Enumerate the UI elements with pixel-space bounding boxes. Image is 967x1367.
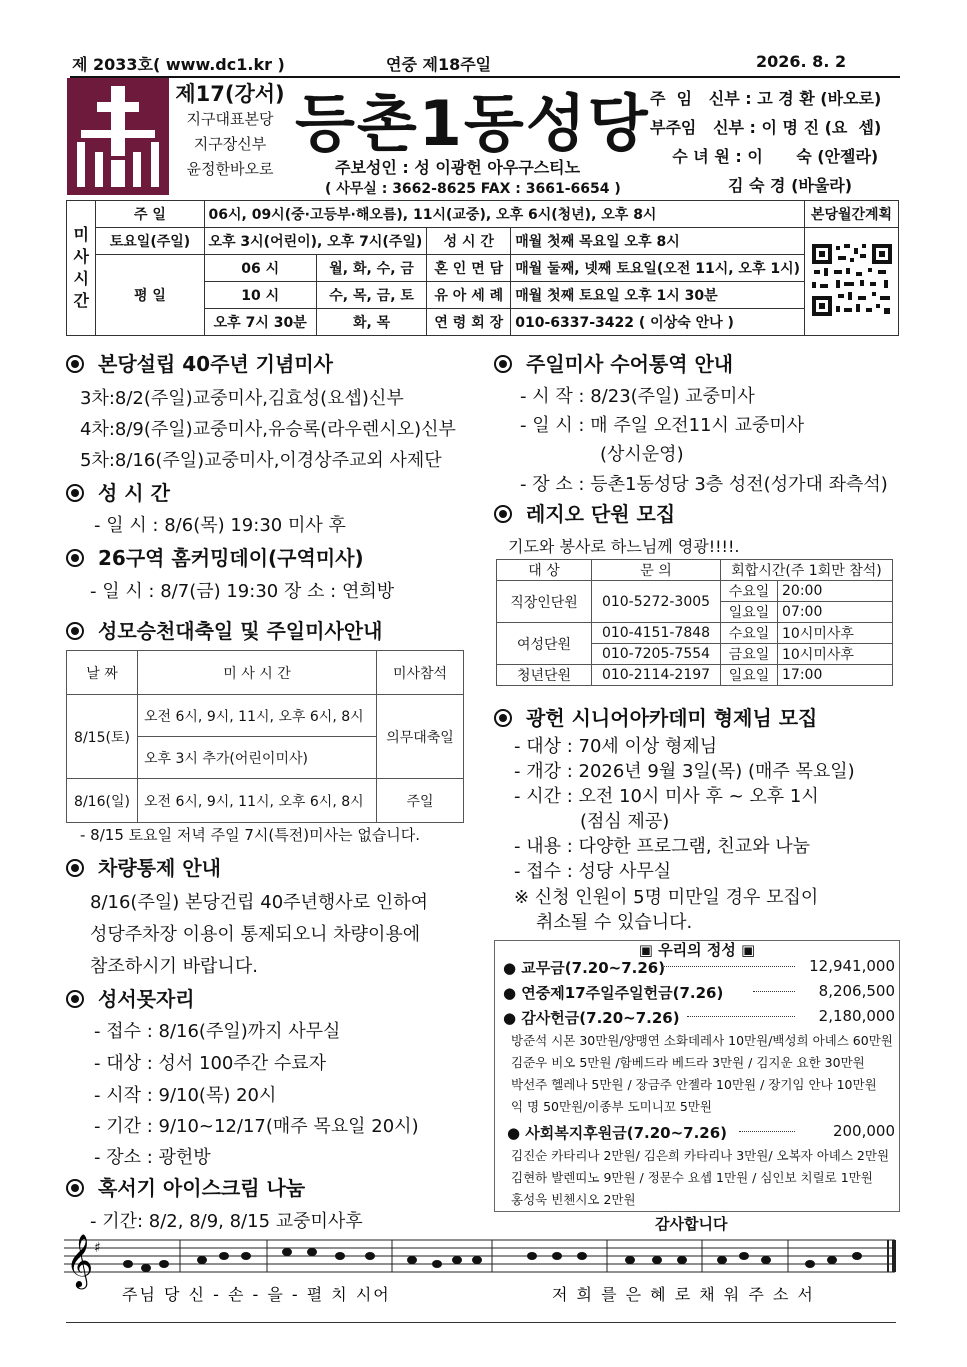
elder-contact: 010-6337-3422 ( 이상숙 안나 ) — [511, 309, 805, 336]
section-sign-language: 주일미사 수어통역 안내 — [494, 348, 733, 377]
parish-title: 등촌1동성당 — [295, 87, 650, 160]
legio-intro: 기도와 봉사로 하느님께 영광!!!!. — [508, 537, 740, 556]
bottom-divider — [66, 1322, 896, 1323]
legio-g2-phone2: 010-7205-7554 — [592, 644, 721, 665]
music-staff — [62, 1232, 897, 1312]
sign-line-2: - 일 시 : 매 주일 오전11시 교중미사 — [520, 415, 805, 436]
homecoming-line: - 일 시 : 8/7(금) 19:30 장 소 : 연희방 — [90, 581, 395, 602]
marriage-time: 매월 둘째, 넷째 토요일(오전 11시, 오후 1시) — [511, 255, 805, 282]
mass-schedule-table — [66, 200, 899, 336]
offering-row-4: ● 사회복지후원금(7.20~7.26) 200,000 — [507, 1122, 895, 1142]
section-holy-hour: 성 시 간 — [66, 477, 170, 506]
monthly-plan-label: 본당월간계획 — [805, 201, 899, 228]
bullet-icon — [494, 355, 512, 373]
church-logo — [67, 78, 169, 195]
bullet-icon — [66, 859, 84, 877]
clergy-pastor: 주 임 신부 : 고 경 환 (바오로) — [650, 89, 882, 108]
section-bible-study: 성서못자리 — [66, 983, 195, 1012]
legio-col-contact: 문 의 — [592, 560, 721, 581]
leader-dots — [687, 1016, 795, 1017]
offering-note-3: 박선주 헬레나 5만원 / 장금주 안젤라 10만원 / 장기임 안나 10만원 — [511, 1077, 877, 1092]
section-parking: 차량통제 안내 — [66, 852, 221, 881]
row2-date: 8/16(일) — [67, 779, 138, 823]
anniversary-line-3: 5차:8/16(주일)교중미사,이경상주교외 사제단 — [80, 450, 442, 471]
thanks-label: 감사합니다 — [655, 1215, 728, 1233]
senior-line-7: ※ 신청 인원이 5명 미만일 경우 모집이 — [514, 887, 819, 908]
offering-note-6: 김현하 발렌띠노 9만원 / 정문수 요셉 1만원 / 심인보 치릴로 1만원 — [511, 1170, 873, 1185]
legio-g3-time: 17:00 — [778, 665, 893, 686]
bullet-icon — [66, 1179, 84, 1197]
legio-g2-day2: 금요일 — [721, 644, 778, 665]
bullet-icon — [66, 549, 84, 567]
bible-line-4: - 기간 : 9/10~12/17(매주 목요일 20시) — [94, 1116, 419, 1137]
section-senior-academy: 광헌 시니어아카데미 형제님 모집 — [494, 702, 817, 731]
infant-baptism-label: 유 아 세 례 — [427, 282, 511, 309]
lyrics-first: 주님 당 신 - 손 - 을 - 펼 치 시어 — [122, 1285, 391, 1304]
bible-line-2: - 대상 : 성서 100주간 수료자 — [94, 1053, 327, 1074]
bible-line-1: - 접수 : 8/16(주일)까지 사무실 — [94, 1021, 341, 1042]
legio-g3-day: 일요일 — [721, 665, 778, 686]
parking-line-1: 8/16(주일) 본당건립 40주년행사로 인하여 — [90, 892, 428, 913]
col-attendance: 미사참석 — [377, 651, 464, 695]
row2-times: 오전 6시, 9시, 11시, 오후 6시, 8시 — [138, 779, 377, 823]
treble-clef-icon: 𝄞 — [66, 1233, 94, 1287]
legio-g1-day1: 수요일 — [721, 581, 778, 602]
saturday-label: 토요일(주일) — [96, 228, 204, 255]
sunday-label: 주 일 — [96, 201, 204, 228]
legio-col-group: 대 상 — [497, 560, 592, 581]
offering-note-7: 홍성욱 빈첸시오 2만원 — [511, 1192, 636, 1207]
district-info — [175, 82, 285, 182]
senior-line-1: - 대상 : 70세 이상 형제님 — [514, 736, 718, 757]
legio-g1-phone: 010-5272-3005 — [592, 581, 721, 623]
saturday-times: 오후 3시(어린이), 오후 7시(주일) — [204, 228, 427, 255]
section-assumption: 성모승천대축일 및 주일미사안내 — [66, 615, 382, 644]
assumption-note: - 8/15 토요일 저녁 주일 7시(특전)미사는 없습니다. — [80, 826, 421, 844]
offering-box — [494, 940, 900, 1212]
senior-line-5: - 내용 : 다양한 프로그램, 친교와 나눔 — [514, 836, 811, 857]
section-icecream: 혹서기 아이스크림 나눔 — [66, 1172, 305, 1201]
leader-dots — [739, 1131, 795, 1132]
leader-dots — [661, 966, 795, 967]
weekday-time-1: 06 시 — [204, 255, 316, 282]
weekday-time-3: 오후 7시 30분 — [204, 309, 316, 336]
issue-number: 제 2033호( www.dc1.kr ) — [72, 55, 285, 74]
legio-g1-time2: 07:00 — [778, 602, 893, 623]
clergy-sister-1: 수 녀 원 : 이 숙 (안젤라) — [650, 147, 879, 166]
offering-row-1: ● 교무금(7.20~7.26) 12,941,000 — [503, 957, 895, 977]
row1-note: 의무대축일 — [377, 695, 464, 779]
bullet-icon — [66, 484, 84, 502]
qr-code-icon[interactable] — [810, 242, 894, 318]
sunday-times: 06시, 09시(중·고등부·해오름), 11시(교중), 오후 6시(청년), 오후 8시 — [204, 201, 805, 228]
lyrics-second: 저 희 를 은 혜 로 채 워 주 소 서 — [552, 1285, 815, 1304]
liturgical-week: 연중 제18주일 — [386, 55, 492, 74]
senior-line-4: (점심 제공) — [580, 811, 670, 832]
senior-line-2: - 개강 : 2026년 9월 3일(목) (매주 목요일) — [514, 761, 855, 782]
legio-g2: 여성단원 — [497, 623, 592, 665]
qr-cell — [805, 228, 899, 336]
offering-note-4: 익 명 50만원/이종부 도미니꼬 5만원 — [511, 1099, 712, 1114]
weekday-time-2: 10 시 — [204, 282, 316, 309]
offering-note-2: 김준우 비오 5만원 /함베드라 베드라 3만원 / 김지운 요한 30만원 — [511, 1055, 865, 1070]
anniversary-line-2: 4차:8/9(주일)교중미사,유승록(라우렌시오)신부 — [80, 419, 456, 440]
senior-line-8: 취소될 수 있습니다. — [536, 912, 693, 933]
legio-g1: 직장인단원 — [497, 581, 592, 623]
legio-g3-phone: 010-2114-2197 — [592, 665, 721, 686]
district-priest: 윤정한바오로 — [186, 160, 274, 178]
sign-line-4: - 장 소 : 등촌1동성당 3층 성전(성가대 좌측석) — [520, 474, 888, 495]
issue-date: 2026. 8. 2 — [756, 52, 847, 71]
legio-g2-time2: 10시미사후 — [778, 644, 893, 665]
col-date: 날 짜 — [67, 651, 138, 695]
legio-g1-time1: 20:00 — [778, 581, 893, 602]
mass-side-label: 미 사 시 간 — [67, 201, 96, 336]
legio-col-time: 회합시간(주 1회만 참석) — [721, 560, 893, 581]
parking-line-2: 성당주차장 이용이 통제되오니 차량이용에 — [90, 924, 421, 945]
sign-line-1: - 시 작 : 8/23(주일) 교중미사 — [520, 386, 755, 407]
row1-date: 8/15(토) — [67, 695, 138, 779]
weekday-label: 평 일 — [96, 255, 204, 336]
bible-line-5: - 장소 : 광헌방 — [94, 1147, 211, 1168]
svg-text:♯: ♯ — [94, 1240, 101, 1256]
bullet-icon — [66, 355, 84, 373]
weekday-days-3: 화, 목 — [316, 309, 426, 336]
section-homecoming: 26구역 홈커밍데이(구역미사) — [66, 542, 364, 571]
sign-line-3: (상시운영) — [600, 444, 684, 465]
office-contact: ( 사무실 : 3662-8625 FAX : 3661-6654 ) — [325, 181, 621, 197]
legio-g2-phone1: 010-4151-7848 — [592, 623, 721, 644]
marriage-label: 혼 인 면 담 — [427, 255, 511, 282]
weekday-days-2: 수, 목, 금, 토 — [316, 282, 426, 309]
clergy-assistant: 부주임 신부 : 이 명 진 (요 셉) — [650, 118, 882, 137]
bible-line-3: - 시작 : 9/10(목) 20시 — [94, 1085, 277, 1106]
offering-title: ▣ 우리의 정성 ▣ — [638, 941, 756, 959]
infant-baptism-time: 매월 첫째 토요일 오후 1시 30분 — [511, 282, 805, 309]
parking-line-3: 참조하시기 바랍니다. — [90, 956, 258, 977]
row1-times-a: 오전 6시, 9시, 11시, 오후 6시, 8시 — [138, 695, 377, 737]
elder-label: 연 령 회 장 — [427, 309, 511, 336]
senior-line-3: - 시간 : 오전 10시 미사 후 ~ 오후 1시 — [514, 786, 819, 807]
holy-hour-label: 성 시 간 — [427, 228, 511, 255]
leader-dots — [753, 991, 795, 992]
weekday-days-1: 월, 화, 수, 금 — [316, 255, 426, 282]
anniversary-line-1: 3차:8/2(주일)교중미사,김효성(요셉)신부 — [80, 388, 404, 409]
bullet-icon — [494, 505, 512, 523]
section-anniversary: 본당설립 40주년 기념미사 — [66, 348, 333, 377]
holy-hour-line: - 일 시 : 8/6(목) 19:30 미사 후 — [94, 515, 346, 536]
clergy-list — [650, 84, 881, 200]
section-legio: 레지오 단원 모집 — [494, 498, 675, 527]
patron-saint: 주보성인 : 성 이광헌 아우구스티노 — [335, 158, 581, 177]
legio-g1-day2: 일요일 — [721, 602, 778, 623]
holy-hour-time: 매월 첫째 목요일 오후 8시 — [511, 228, 805, 255]
offering-row-2: ● 연중제17주일주일헌금(7.26) 8,206,500 — [503, 982, 895, 1002]
senior-line-6: - 접수 : 성당 사무실 — [514, 861, 672, 882]
legio-g3: 청년단원 — [497, 665, 592, 686]
offering-note-1: 방준석 시몬 30만원/양맹연 소화데레사 10만원/백성희 아녜스 60만원 — [511, 1033, 893, 1048]
clergy-sister-2: 김 숙 경 (바울라) — [650, 176, 853, 195]
church-icon — [67, 78, 169, 195]
bullet-icon — [66, 622, 84, 640]
legio-g2-time1: 10시미사후 — [778, 623, 893, 644]
bullet-icon — [494, 709, 512, 727]
legio-g2-day1: 수요일 — [721, 623, 778, 644]
district-role: 지구대표본당 — [186, 110, 274, 128]
col-mass-time: 미 사 시 간 — [138, 651, 377, 695]
district-name: 제17(강서) — [175, 82, 285, 106]
offering-row-3: ● 감사헌금(7.20~7.26) 2,180,000 — [503, 1007, 895, 1027]
assumption-mass-table — [66, 650, 464, 823]
icecream-line: - 기간: 8/2, 8/9, 8/15 교중미사후 — [90, 1211, 363, 1232]
legio-table — [496, 559, 893, 686]
offering-note-5: 김진순 카타리나 2만원/ 김은희 카타리나 3만원/ 오복자 아녜스 2만원 — [511, 1148, 890, 1163]
district-priest-label: 지구장신부 — [193, 135, 267, 153]
bullet-icon — [66, 990, 84, 1008]
row2-note: 주일 — [377, 779, 464, 823]
row1-times-b: 오후 3시 추가(어린이미사) — [138, 737, 377, 779]
